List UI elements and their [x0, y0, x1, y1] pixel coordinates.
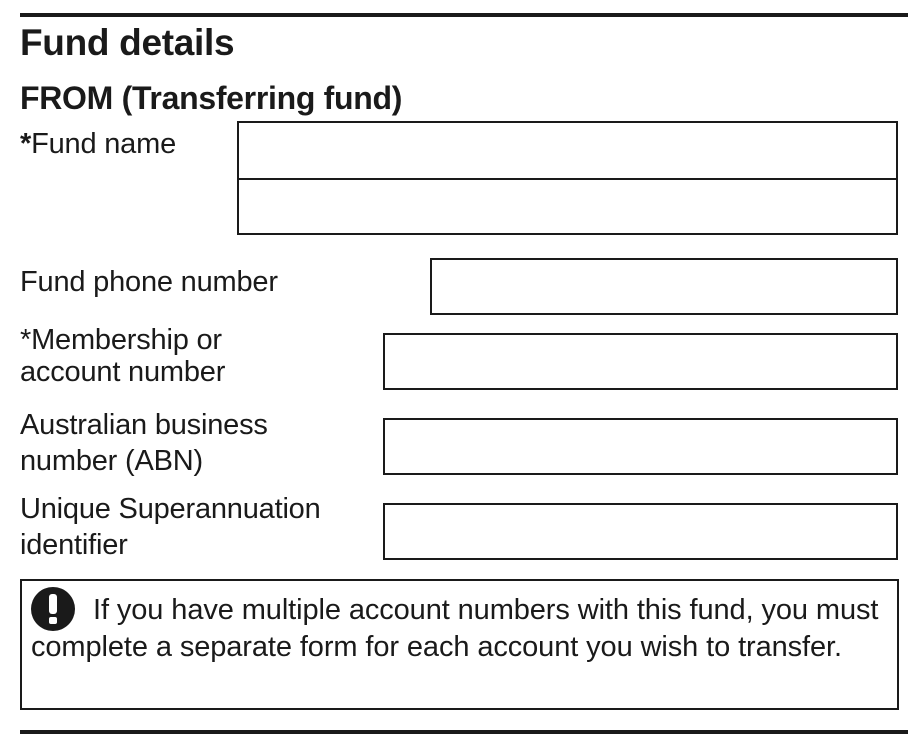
- membership-number-label: [20, 324, 225, 389]
- required-marker: *: [20, 128, 32, 160]
- exclamation-circle-icon: [31, 587, 75, 631]
- abn-label: [20, 409, 268, 478]
- top-divider: [20, 13, 908, 17]
- fund-phone-field[interactable]: [430, 258, 898, 315]
- membership-number-field[interactable]: [383, 333, 898, 390]
- usi-field[interactable]: [383, 503, 898, 560]
- abn-label-line-1: Australian business: [20, 409, 268, 441]
- fund-name-label-text: Fund name: [31, 128, 176, 160]
- fund-name-field-line-2[interactable]: [237, 178, 898, 235]
- fund-name-field-line-1[interactable]: [237, 121, 898, 180]
- fund-phone-label: Fund phone number: [20, 266, 278, 298]
- membership-label-line-1: *Membership or: [20, 324, 222, 356]
- usi-label-line-2: identifier: [20, 529, 128, 562]
- abn-field[interactable]: [383, 418, 898, 475]
- abn-label-line-2: number (ABN): [20, 445, 203, 478]
- membership-label-line-2: account number: [20, 356, 226, 389]
- fund-name-label: [20, 128, 176, 160]
- notice-box: [20, 579, 899, 710]
- bottom-divider: [20, 730, 908, 734]
- section-title: Fund details: [20, 22, 235, 63]
- section-subtitle: FROM (Transferring fund): [20, 80, 403, 116]
- notice-text: If you have multiple account numbers with this fund, you must complete a separate form for each account you wish to transfer.: [31, 594, 879, 663]
- usi-label: [20, 493, 321, 562]
- usi-label-line-1: Unique Superannuation: [20, 493, 321, 525]
